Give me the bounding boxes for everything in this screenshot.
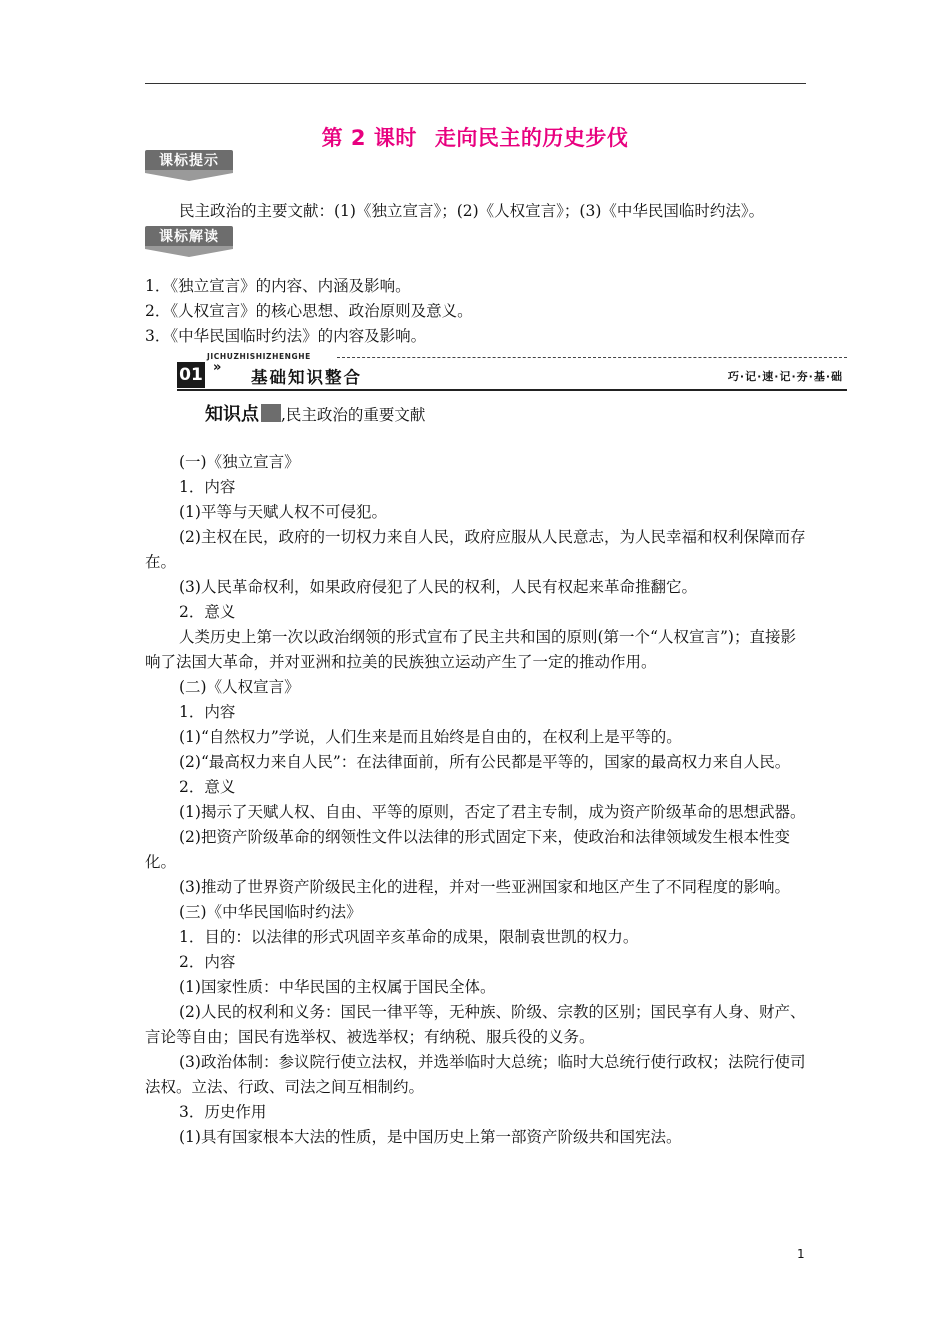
page-title — [0, 122, 950, 152]
banner-slogan: 巧·记·速·记·夯·基·础 — [727, 370, 843, 383]
list-item: 3．《中华民国临时约法》的内容及影响。 — [145, 327, 427, 345]
paragraph: (2)“最高权力来自人民”：在法律面前，所有公民都是平等的，国家的最高权力来自人民。 — [179, 753, 791, 771]
knowledge-point-label: 知识点 — [205, 404, 259, 425]
page-number: 1 — [797, 1247, 805, 1261]
section-tag-label: 课标提示 — [145, 150, 233, 172]
paragraph: 人类历史上第一次以政治纲领的形式宣布了民主共和国的原则(第一个“人权宣言”)；直接影响了法国大革命，并对亚洲和拉美的民族独立运动产生了一定的推动作用。 — [145, 628, 796, 671]
paragraph: 2．意义 — [179, 778, 236, 796]
paragraph: 2．意义 — [179, 603, 236, 621]
paragraph: 1．内容 — [179, 478, 236, 496]
paragraph: (三)《中华民国临时约法》 — [179, 903, 362, 921]
list-item: 1．《独立宣言》的内容、内涵及影响。 — [145, 277, 411, 295]
paragraph: (1)具有国家根本大法的性质，是中国历史上第一部资产阶级共和国宪法。 — [179, 1128, 682, 1146]
banner-pinyin: JICHUZHISHIZHENGHE — [207, 352, 311, 361]
banner-rule — [177, 389, 847, 391]
body-text — [145, 450, 810, 1150]
knowledge-point-title: ,民主政治的重要文献 — [281, 406, 426, 424]
list-item: 2．《人权宣言》的核心思想、政治原则及意义。 — [145, 302, 473, 320]
knowledge-point-marker — [261, 404, 281, 422]
paragraph: (2)人民的权利和义务：国民一律平等，无种族、阶级、宗教的区别；国民享有人身、财产、言论等自由；国民有选举权、被选举权；有纳税、服兵役的义务。 — [145, 1003, 806, 1046]
paragraph: (1)平等与天赋人权不可侵犯。 — [179, 503, 387, 521]
paragraph: (1)国家性质：中华民国的主权属于国民全体。 — [179, 978, 496, 996]
banner-heading: 基础知识整合 — [251, 368, 362, 387]
lesson-number: 第 2 课时 — [321, 126, 417, 150]
section-tag-curriculum-hint — [145, 150, 235, 182]
paragraph: 2．内容 — [179, 953, 236, 971]
paragraph: 3．历史作用 — [179, 1103, 267, 1121]
paragraph: (3)人民革命权利，如果政府侵犯了人民的权利，人民有权起来革命推翻它。 — [179, 578, 697, 596]
paragraph: (一)《独立宣言》 — [179, 453, 300, 471]
section-tag-curriculum-reading — [145, 226, 235, 258]
top-rule — [145, 83, 806, 84]
knowledge-point-heading — [205, 400, 425, 426]
paragraph: (2)把资产阶级革命的纲领性文件以法律的形式固定下来，使政治和法律领域发生根本性变化。 — [145, 828, 790, 871]
paragraph: (3)政治体制：参议院行使立法权，并选举临时大总统；临时大总统行使行政权；法院行使司法权。立法、行政、司法之间互相制约。 — [145, 1053, 806, 1096]
section-banner — [177, 352, 847, 392]
banner-number: 01 — [177, 362, 205, 388]
paragraph: (二)《人权宣言》 — [179, 678, 300, 696]
paragraph: (1)揭示了天赋人权、自由、平等的原则，否定了君主专制，成为资产阶级革命的思想武器。 — [179, 803, 806, 821]
paragraph: (1)“自然权力”学说，人们生来是而且始终是自由的，在权利上是平等的。 — [179, 728, 682, 746]
tag-chevron-icon — [145, 246, 235, 258]
paragraph: 1．目的：以法律的形式巩固辛亥革命的成果，限制袁世凯的权力。 — [179, 928, 639, 946]
paragraph: 1．内容 — [179, 703, 236, 721]
paragraph: (2)主权在民，政府的一切权力来自人民，政府应服从人民意志，为人民幸福和权利保障而存在。 — [145, 528, 806, 571]
section-tag-label: 课标解读 — [145, 226, 233, 248]
paragraph: (3)推动了世界资产阶级民主化的进程，并对一些亚洲国家和地区产生了不同程度的影响。 — [179, 878, 790, 896]
curriculum-hint-text: 民主政治的主要文献：(1)《独立宣言》；(2)《人权宣言》；(3)《中华民国临时约法》。 — [179, 202, 765, 220]
lesson-title: 走向民主的历史步伐 — [434, 126, 629, 150]
double-chevron-icon: » — [213, 360, 222, 375]
tag-chevron-icon — [145, 170, 235, 182]
banner-dashed-rule — [337, 357, 847, 358]
